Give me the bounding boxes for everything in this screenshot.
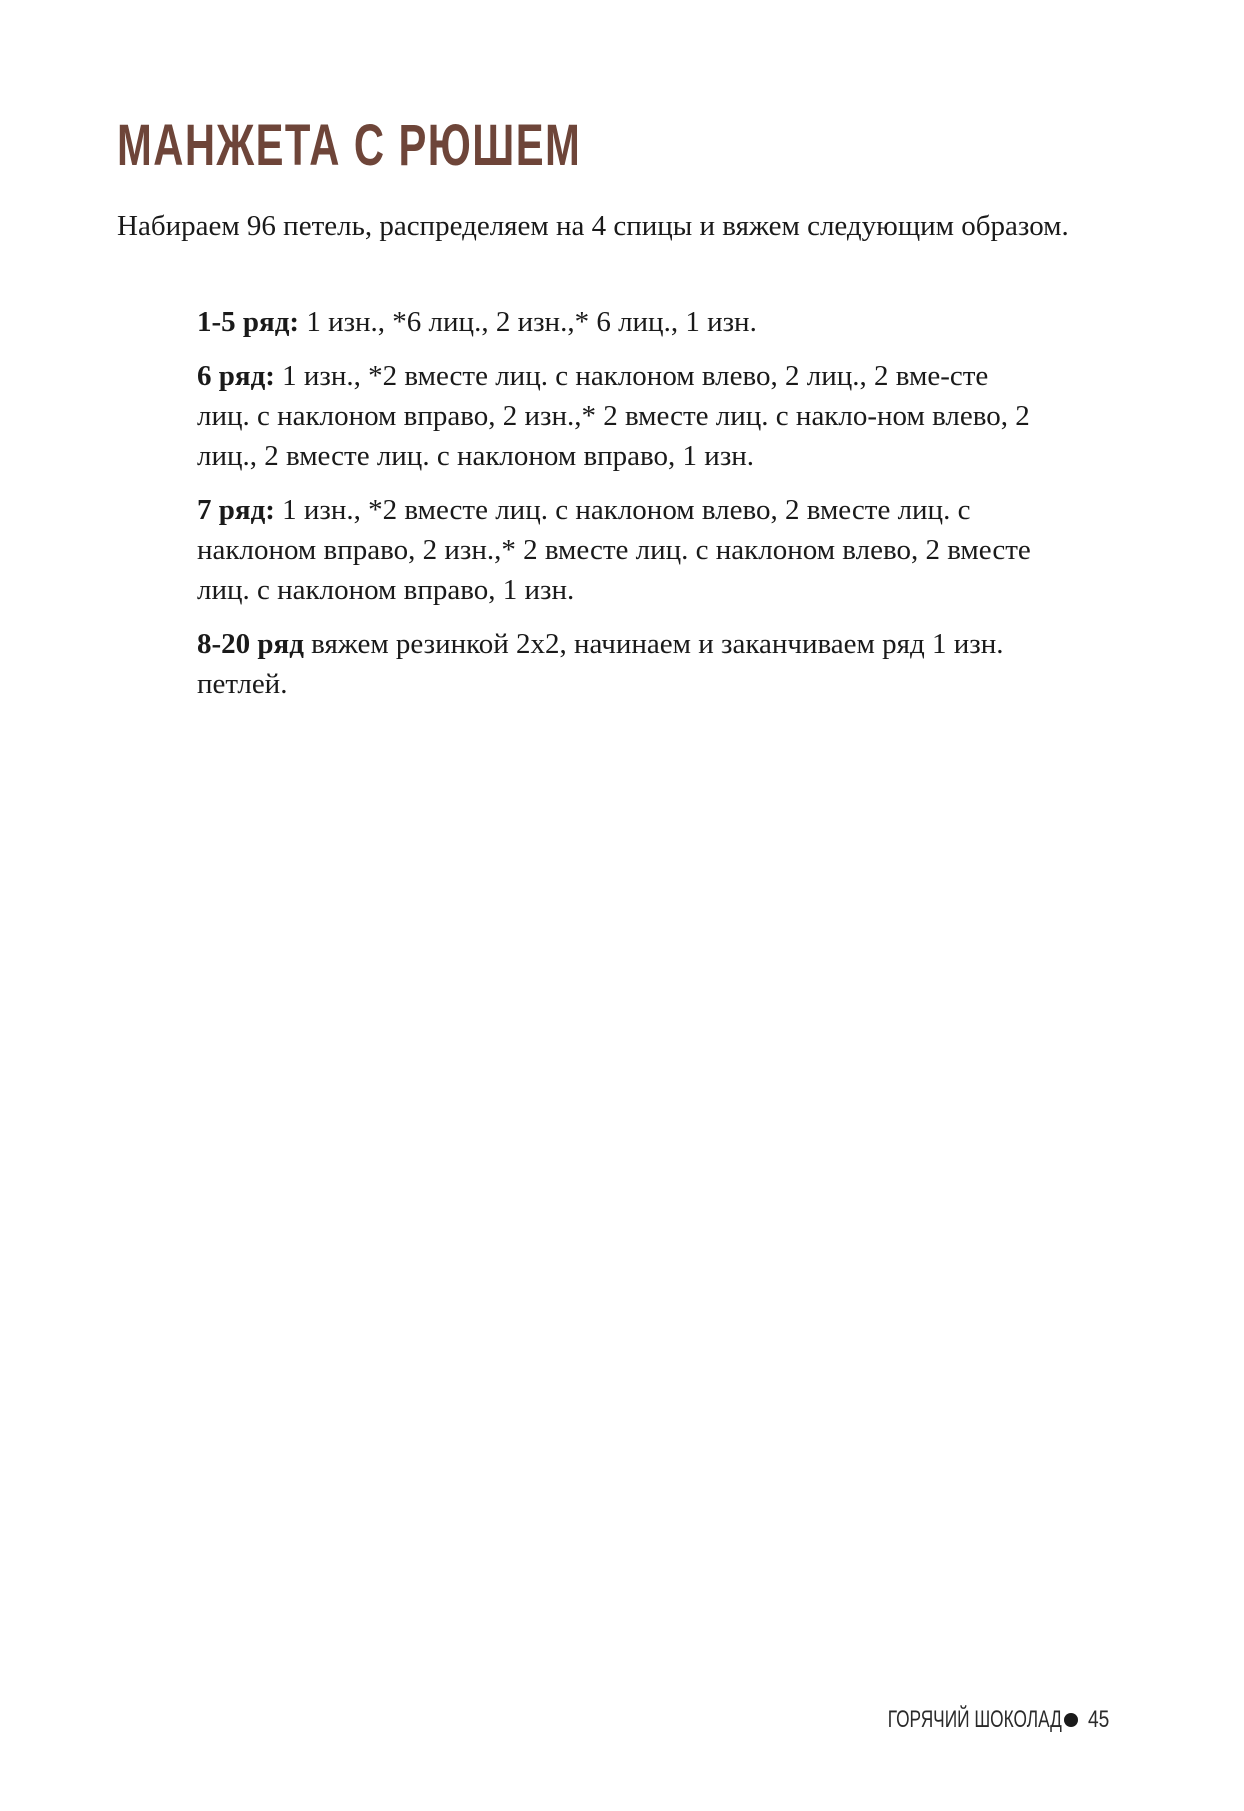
row-text: 1 изн., *2 вместе лиц. с наклоном влево, 2 вместе лиц. с наклоном вправо, 2 изн.,* 2 вместе лиц. с наклоном влево, 2 вместе лиц. с наклоном вправо, 1 изн. bbox=[197, 494, 1031, 606]
row-instruction bbox=[197, 490, 1047, 610]
page-footer bbox=[820, 1700, 1115, 1740]
row-instruction bbox=[197, 624, 1047, 704]
page-title: МАНЖЕТА С РЮШЕМ bbox=[117, 113, 582, 178]
page-number: 45 bbox=[1088, 1706, 1110, 1733]
row-label: 7 ряд: bbox=[197, 494, 275, 526]
bullet-icon bbox=[1064, 1713, 1078, 1727]
row-instructions bbox=[197, 302, 1047, 718]
row-label: 1-5 ряд: bbox=[197, 306, 300, 338]
row-instruction bbox=[197, 302, 1047, 342]
row-label: 8-20 ряд bbox=[197, 628, 304, 660]
row-text: 1 изн., *6 лиц., 2 изн.,* 6 лиц., 1 изн. bbox=[299, 306, 757, 338]
row-label: 6 ряд: bbox=[197, 360, 275, 392]
row-instruction bbox=[197, 356, 1047, 476]
row-text: 1 изн., *2 вместе лиц. с наклоном влево, 2 лиц., 2 вме-сте лиц. с наклоном вправо, 2 изн.,* 2 вместе лиц. с накло-ном влево, 2 лиц., 2 вместе лиц. с наклоном вправо, 1 изн. bbox=[197, 360, 1030, 472]
intro-paragraph: Набираем 96 петель, распределяем на 4 спицы и вяжем следующим образом. bbox=[117, 210, 1069, 242]
footer-book-title: ГОРЯЧИЙ ШОКОЛАД bbox=[888, 1706, 1063, 1733]
row-text: вяжем резинкой 2х2, начинаем и заканчиваем ряд 1 изн. петлей. bbox=[197, 628, 1004, 700]
